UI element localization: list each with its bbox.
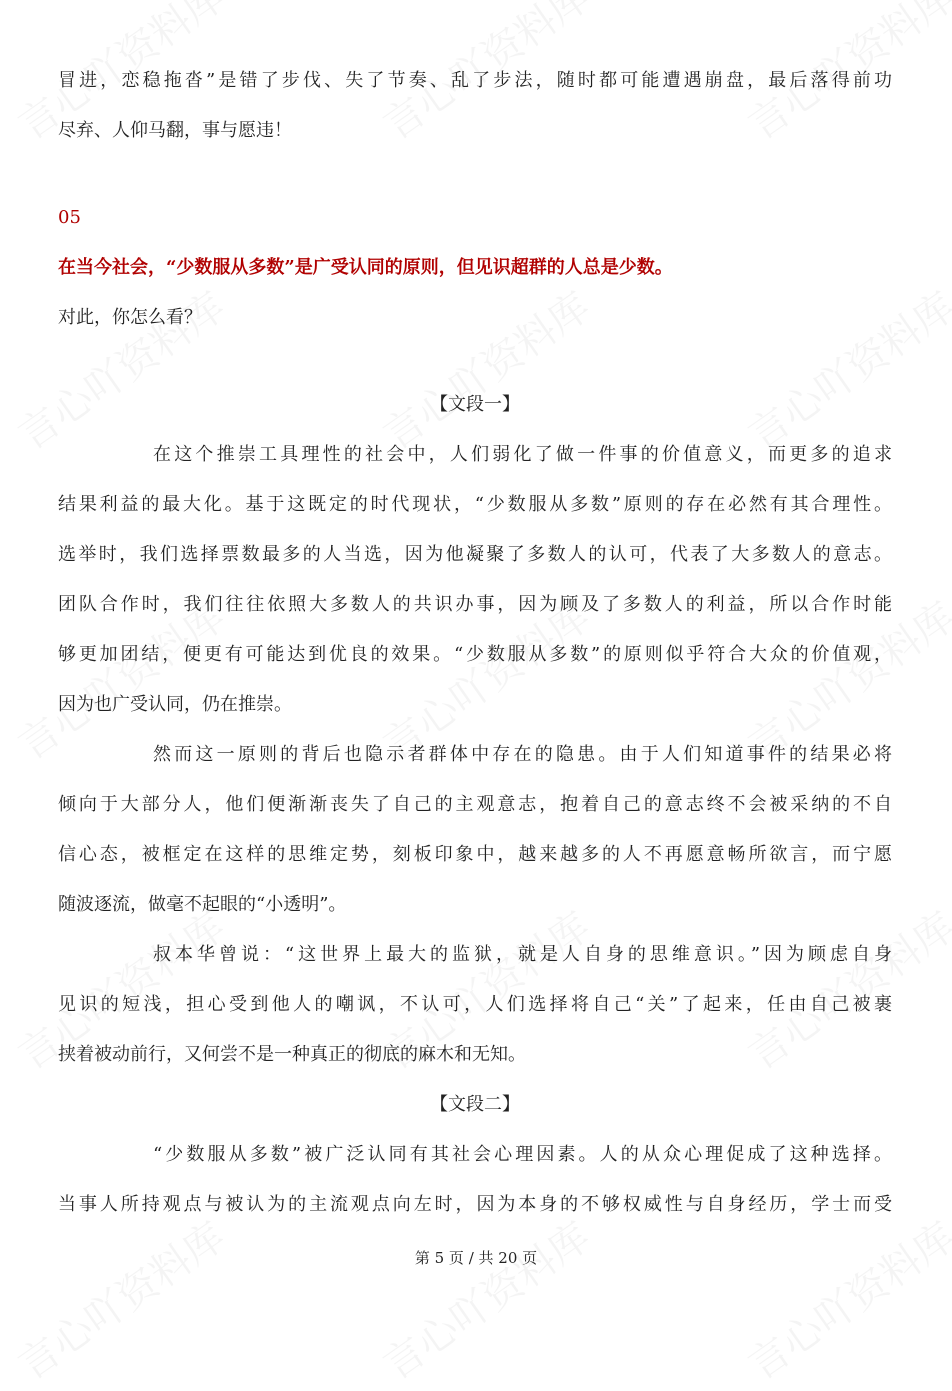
paragraph-line: 随波逐流，做毫不起眼的“小透明”。 [58, 894, 347, 915]
paragraph-line: 结果利益的最大化。基于这既定的时代现状，“少数服从多数”原则的存在必然有其合理性。 [58, 494, 892, 515]
watermark-text [735, 1206, 952, 1390]
paragraph-line: 倾向于大部分人，他们便渐渐丧失了自己的主观意志，抱着自己的意志终不会被采纳的不自 [58, 794, 892, 815]
paragraph-line: 够更加团结，便更有可能达到优良的效果。“少数服从多数”的原则似乎符合大众的价值观， [58, 644, 892, 665]
section-title-1: 【文段一】 [430, 394, 520, 415]
paragraph-line: “少数服从多数”被广泛认同有其社会心理因素。人的从众心理促成了这种选择。 [153, 1144, 892, 1165]
section-title-2: 【文段二】 [430, 1094, 520, 1115]
body-line: 尽弃、人仰马翻，事与愿违！ [58, 120, 292, 141]
paragraph-line: 叔本华曾说：“这世界上最大的监狱，就是人自身的思维意识。”因为顾虑自身 [153, 944, 892, 965]
question-ask: 对此，你怎么看？ [58, 307, 202, 328]
section-1-body [58, 430, 892, 1080]
question-prompt: 在当今社会，“少数服从多数”是广受认同的原则，但见识超群的人总是少数。 [58, 257, 673, 278]
watermark-text [370, 1206, 599, 1390]
paragraph-line: 选举时，我们选择票数最多的人当选，因为他凝聚了多数人的认可，代表了大多数人的意志。 [58, 544, 892, 565]
question-number: 05 [58, 207, 81, 228]
paragraph-line: 团队合作时，我们往往依照大多数人的共识办事，因为顾及了多数人的利益，所以合作时能 [58, 594, 892, 615]
body-line: 冒进，恋稳拖沓”是错了步伐、失了节奏、乱了步法，随时都可能遭遇崩盘，最后落得前功 [58, 70, 892, 91]
paragraph-line: 见识的短浅，担心受到他人的嘲讽，不认可，人们选择将自己“关”了起来，任由自己被裹 [58, 994, 892, 1015]
section-2-body [58, 1130, 892, 1230]
paragraph-line: 信心态，被框定在这样的思维定势，刻板印象中，越来越多的人不再愿意畅所欲言，而宁愿 [58, 844, 892, 865]
paragraph-line: 当事人所持观点与被认为的主流观点向左时，因为本身的不够权威性与自身经历，学士而受 [58, 1194, 892, 1215]
page-footer: 第 5 页 / 共 20 页 [414, 1249, 538, 1267]
paragraph-line: 在这个推崇工具理性的社会中，人们弱化了做一件事的价值意义，而更多的追求 [153, 444, 892, 465]
paragraph-line: 然而这一原则的背后也隐示者群体中存在的隐患。由于人们知道事件的结果必将 [153, 744, 892, 765]
paragraph-line: 挟着被动前行，又何尝不是一种真正的彻底的麻木和无知。 [58, 1044, 526, 1065]
document-page [58, 56, 892, 1230]
paragraph-line: 因为也广受认同，仍在推崇。 [58, 694, 292, 715]
watermark-text [5, 1206, 234, 1390]
